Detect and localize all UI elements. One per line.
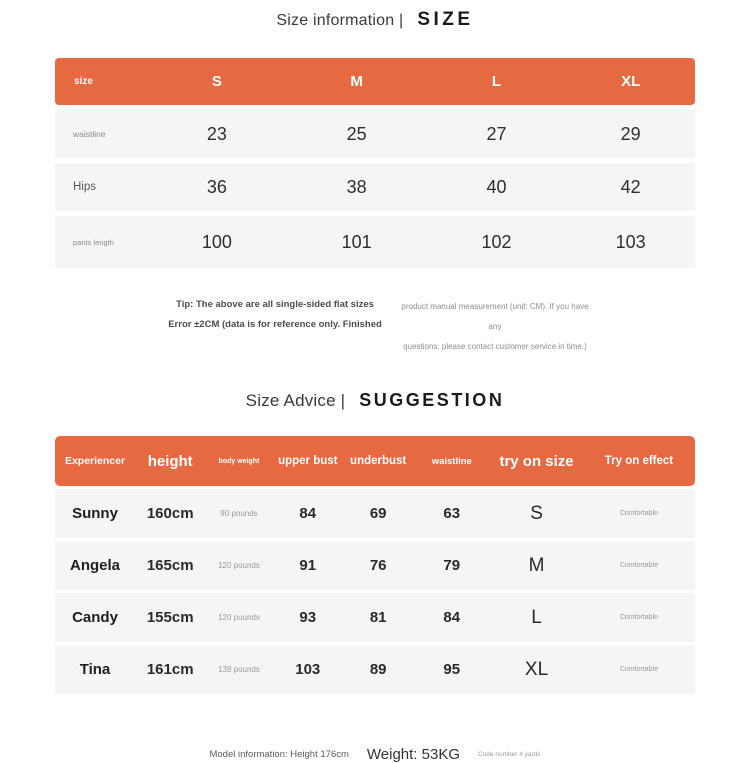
header-try-on-size: try on size [499,452,574,470]
row-label-pants-length: pants length [73,237,114,247]
experiencer-upper-bust: 84 [299,505,317,522]
model-weight-info: Weight: 53KG [366,746,460,763]
experiencer-weight: 138 pounds [218,665,260,674]
header-try-on-effect: Try on effect [604,455,674,467]
hips-m: 38 [346,176,367,197]
experiencer-try-on-size: L [531,606,542,628]
pants-length-m: 101 [341,231,372,252]
measurement-tip [0,295,750,357]
table-row [55,489,695,538]
suggestion-table [55,436,695,694]
experiencer-waistline: 79 [443,557,461,574]
advice-section-title [0,390,750,411]
experiencer-upper-bust: 103 [295,661,321,678]
header-underbust: underbust [350,455,407,467]
experiencer-underbust: 69 [369,505,387,522]
experiencer-try-on-size: XL [524,658,549,680]
model-code-info: Code number 4 yards [478,751,541,758]
experiencer-try-on-size: M [528,554,545,576]
experiencer-weight: 120 pounds [218,613,260,622]
hips-l: 40 [486,176,507,197]
size-section-title-left: Size information | [276,12,404,29]
experiencer-weight: 120 pounds [218,561,260,570]
experiencer-height: 160cm [146,505,194,522]
size-section-title-right: SIZE [417,9,474,30]
table-row [55,645,695,694]
pants-length-xl: 103 [615,231,646,252]
experiencer-upper-bust: 91 [299,557,317,574]
size-table-header [55,58,695,105]
experiencer-name: Angela [69,557,120,574]
experiencer-name: Sunny [72,505,118,522]
table-row [55,163,695,211]
size-table-header-xl: XL [621,73,641,90]
header-waistline: waistline [431,455,472,467]
tip-right-line1: product manual measurement (unit: CM). If you have any [401,302,589,331]
tip-right-line2: questions, please contact customer service in time.) [403,342,587,351]
tip-left-line2: Error ±2CM (data is for reference only. Finished [168,319,382,330]
experiencer-upper-bust: 93 [299,609,317,626]
hips-s: 36 [206,176,227,197]
advice-section-title-right: SUGGESTION [359,390,505,410]
model-info-footer [0,746,750,763]
header-body-weight: body weight [218,457,260,465]
experiencer-name: Tina [79,661,111,678]
experiencer-try-on-size: S [530,502,543,524]
experiencer-try-on-effect: Comfortable [619,666,659,673]
pants-length-s: 100 [201,231,232,252]
experiencer-waistline: 84 [443,609,461,626]
size-table-header-m: M [350,73,363,90]
waistline-l: 27 [486,123,507,144]
waistline-xl: 29 [620,123,641,144]
size-section-title [0,0,750,31]
experiencer-try-on-effect: Comfortable [619,510,659,517]
tip-left-block [160,295,390,335]
experiencer-try-on-effect: Comfortable [619,614,659,621]
advice-section-title-left: Size Advice | [245,391,346,410]
waistline-m: 25 [346,123,367,144]
table-row [55,541,695,590]
table-row [55,110,695,158]
header-upper-bust: upper bust [278,455,338,467]
hips-xl: 42 [620,176,641,197]
size-table-header-l: L [491,73,502,90]
header-height: height [147,452,193,470]
row-label-waistline: waistline [73,129,106,139]
experiencer-try-on-effect: Comfortable [619,562,659,569]
experiencer-name: Candy [72,609,118,626]
experiencer-weight: 90 pounds [220,509,258,518]
size-table-header-size: size [74,76,93,87]
size-table-header-s: S [211,73,222,90]
experiencer-height: 155cm [146,609,194,626]
experiencer-underbust: 81 [369,609,387,626]
experiencer-underbust: 89 [369,661,387,678]
table-row [55,593,695,642]
row-label-hips: Hips [73,181,97,193]
experiencer-height: 161cm [146,661,194,678]
experiencer-waistline: 63 [443,505,461,522]
model-height-info: Model information: Height 176cm [209,749,349,760]
suggestion-table-header [55,436,695,486]
size-table [55,58,695,268]
experiencer-waistline: 95 [443,661,461,678]
table-row [55,216,695,268]
waistline-s: 23 [206,123,227,144]
tip-right-block [400,295,590,357]
experiencer-underbust: 76 [369,557,387,574]
experiencer-height: 165cm [146,557,194,574]
pants-length-l: 102 [481,231,512,252]
tip-left-line1: Tip: The above are all single-sided flat sizes [176,299,374,310]
header-experiencer: Experiencer [64,455,126,467]
